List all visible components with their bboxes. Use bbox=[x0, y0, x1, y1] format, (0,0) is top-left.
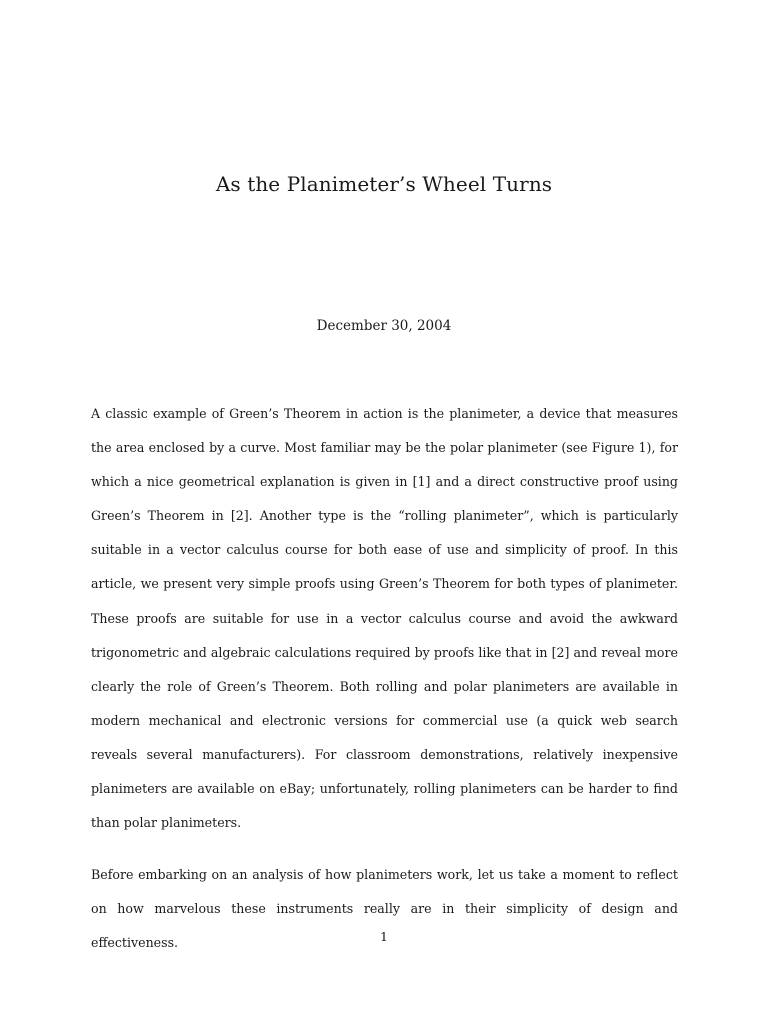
paragraph-1: A classic example of Green’s Theorem in action is the planimeter, a device that measures the area enclosed by a curve. Most familiar may be the polar planimeter (see Figure 1), for which a nice geometrical explanation is given in [1] and a direct constructive proof using Green’s Theorem in [2]. Another type is the “rolling planimeter”, which is particularly suitable in a vector calculus course for both ease of use and simplicity of proof. In this article, we present very simple proofs using Green’s Theorem for both types of planimeter. These proofs are suitable for use in a vector calculus course and avoid the awkward trigonometric and algebraic calculations required by proofs like that in [2] and reveal more clearly the role of Green’s Theorem. Both rolling and polar planimeters are available in modern mechanical and electronic versions for commercial use (a quick web search reveals several manufacturers). For classroom demonstrations, relatively inexpensive planimeters are available on eBay; unfortunately, rolling planimeters can be harder to find than polar planimeters. bbox=[91, 406, 678, 831]
paper-date: December 30, 2004 bbox=[316, 318, 452, 334]
paper-title: As the Planimeter’s Wheel Turns bbox=[215, 172, 553, 196]
paragraph-2: Before embarking on an analysis of how planimeters work, let us take a moment to reflect on how marvelous these instruments really are in their simplicity of design and effectiveness. bbox=[91, 867, 678, 951]
body-text bbox=[91, 397, 678, 961]
page-number: 1 bbox=[380, 929, 388, 944]
